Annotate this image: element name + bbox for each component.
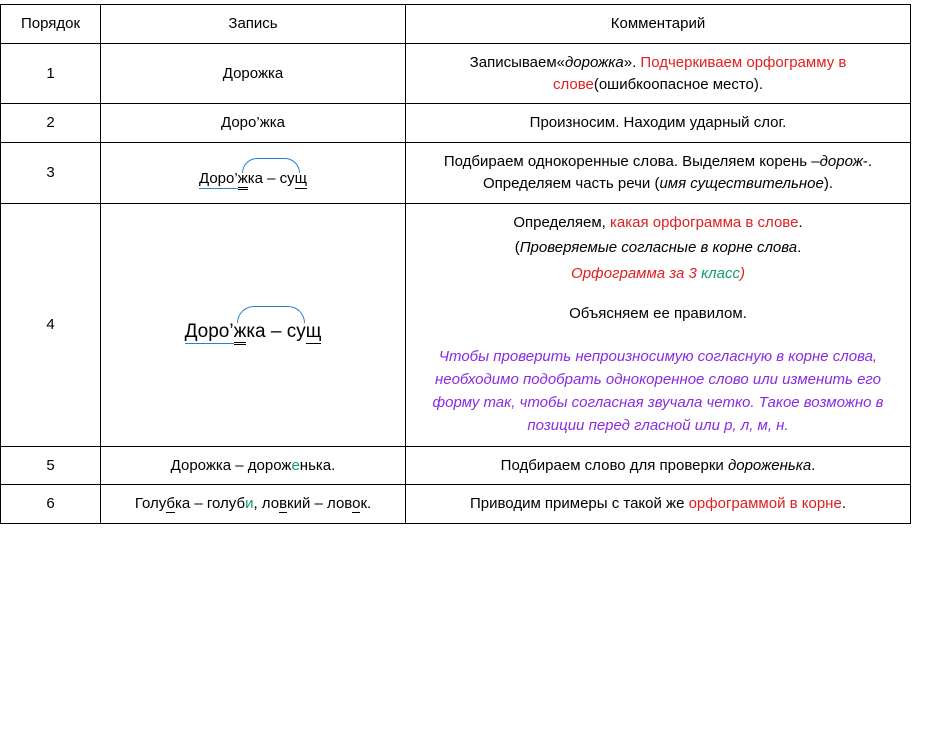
record-word-part5: к.	[360, 495, 372, 513]
comment-text-plain2: .	[811, 456, 816, 474]
row-order-number: 3	[1, 143, 101, 204]
comment-text-green-italic: класс	[701, 265, 740, 282]
table-row	[1, 143, 911, 204]
comment-text-italic2: имя существительное	[659, 174, 824, 192]
word-part-ending: ка – су	[247, 169, 295, 187]
comment-text-plain2: .	[841, 495, 846, 513]
word-part-pos-mark: щ	[305, 320, 322, 342]
record-word-part2: ка – голуб	[174, 495, 246, 513]
table-row	[1, 104, 911, 143]
record-letter-underlined2: в	[279, 495, 288, 513]
row-order-number: 2	[1, 104, 101, 143]
root-arc-icon	[237, 306, 305, 323]
comment-text-red: орфограммой в корне	[688, 495, 842, 513]
table-row	[1, 485, 911, 524]
comment-line-1	[412, 212, 904, 234]
comment-text-plain: Подбираем однокоренные слова. Выделяем корень –	[443, 153, 820, 170]
comment-text-italic: Проверяемые согласные в корне слова	[519, 239, 798, 257]
row-record	[101, 143, 406, 204]
comment-line-4: Объясняем ее правилом.	[569, 304, 747, 322]
comment-text-plain: Приводим примеры с такой же	[470, 495, 689, 513]
comment-text-italic: дорожка	[565, 53, 624, 71]
table-header-row	[1, 5, 911, 44]
row-record	[101, 485, 406, 524]
row-comment	[406, 143, 911, 204]
column-header-comment: Комментарий	[406, 5, 911, 44]
row-order-number: 1	[1, 43, 101, 104]
record-word: Голу	[134, 495, 167, 513]
record-word: Дорожка – дорож	[170, 456, 292, 474]
record-word-tail: нька.	[299, 456, 336, 474]
table-row	[1, 203, 911, 446]
column-header-record: Запись	[101, 5, 406, 44]
record-word: Дорожка	[222, 64, 284, 82]
table-row	[1, 446, 911, 485]
comment-line-3	[412, 263, 904, 285]
comment-text-plain2: -. Определяем часть речи (	[482, 153, 873, 192]
comment-text-plain: Записываем«	[469, 53, 565, 71]
column-header-order: Порядок	[1, 5, 101, 44]
comment-text-plain3: ).	[823, 174, 834, 192]
word-part-prefix-root: Доро’	[199, 169, 238, 187]
row-order-number: 4	[1, 203, 101, 446]
record-letter-underlined3: о	[352, 495, 361, 513]
record-word-with-morphemes	[199, 156, 307, 190]
row-comment	[406, 43, 911, 104]
comment-text-red: какая орфограмма в слове	[609, 213, 799, 231]
row-comment	[406, 446, 911, 485]
comment-line-2	[412, 237, 904, 259]
comment-paren-close: )	[739, 265, 745, 282]
comment-rule-text: Чтобы проверить непроизносимую согласную в корне слова, необходимо подобрать однокоренное слово или изменить его форму так, чтобы согласная звучала четко. Такое возможно в позиции перед гласной или р, л, м, н.	[432, 347, 884, 435]
row-comment	[406, 485, 911, 524]
row-comment	[406, 203, 911, 446]
record-word: Доро’жка	[221, 114, 285, 132]
record-letter-highlight: е	[291, 456, 300, 474]
comment-text-plain2: ».	[623, 53, 641, 71]
record-word-with-morphemes	[185, 304, 322, 346]
comment-text-plain3: (ошибкоопасное место).	[593, 75, 764, 93]
record-word-part3: , ло	[253, 495, 280, 513]
comment-text-plain3: .	[797, 239, 802, 257]
row-record	[101, 203, 406, 446]
root-arc-icon	[242, 158, 300, 173]
record-letter-highlight: и	[245, 495, 254, 513]
comment-text-plain2: .	[798, 213, 803, 231]
comment-paren-open: (	[514, 239, 520, 257]
row-order-number: 6	[1, 485, 101, 524]
word-part-pos-mark: щ	[294, 169, 307, 187]
comment-text-italic: дорож	[819, 153, 863, 170]
comment-text-red-italic: Орфограмма за 3	[571, 265, 702, 282]
comment-text-plain: Определяем,	[513, 213, 610, 231]
row-order-number: 5	[1, 446, 101, 485]
comment-text-red: Подчеркиваем орфограмму в слове	[552, 53, 847, 93]
table-row	[1, 43, 911, 104]
word-part-prefix-root: Доро’	[184, 320, 234, 342]
record-word-part4: кий – лов	[287, 495, 353, 513]
comment-text-plain: Подбираем слово для проверки	[500, 456, 728, 474]
word-part-orthogram: ж	[238, 170, 248, 190]
comment-text-italic: дороженька	[727, 456, 812, 474]
row-record	[101, 446, 406, 485]
record-letter-underlined: б	[166, 495, 175, 513]
word-part-ending: ка – су	[246, 320, 306, 342]
orthogram-order-table	[0, 4, 911, 524]
word-part-orthogram: ж	[234, 321, 247, 345]
row-comment: Произносим. Находим ударный слог.	[406, 104, 911, 143]
row-record	[101, 104, 406, 143]
row-record	[101, 43, 406, 104]
